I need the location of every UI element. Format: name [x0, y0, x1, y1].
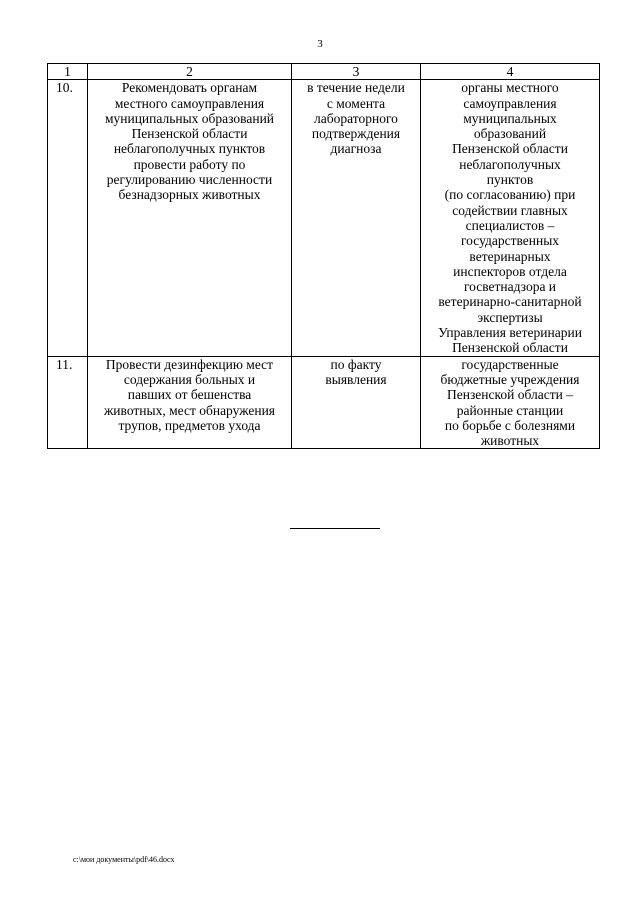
responsible-cell [421, 356, 600, 449]
header-cell-1: 1 [48, 64, 88, 80]
action-cell [88, 356, 292, 449]
closing-divider [290, 528, 380, 529]
responsible-text: государственные бюджетные учреждения Пензенской области – районные станции по борьбе с болезнями животных [440, 356, 580, 449]
deadline-text: по факту выявления [325, 356, 387, 387]
footer-file-path: c:\мои документы\pdf\46.docx [73, 855, 175, 864]
page-number: 3 [317, 38, 323, 50]
row-number-text: 11. [56, 356, 73, 372]
responsible-text: органы местного самоуправления муниципальных образований Пензенской области неблагополучных пунктов (по согласованию) при содействии главных специалистов – государственных ветеринарных инспекторов отдела госветнадзора и ветеринарно-санитарной экспертизы Управления ветеринарии Пензенской области [438, 80, 582, 356]
row-number-text: 10. [56, 80, 73, 96]
header-cell-3: 3 [292, 64, 421, 80]
measures-table [47, 63, 600, 449]
table-header-row [48, 64, 600, 80]
row-number [48, 80, 88, 356]
header-cell-4: 4 [421, 64, 600, 80]
responsible-cell [421, 80, 600, 356]
action-text: Рекомендовать органам местного самоуправления муниципальных образований Пензенской области неблагополучных пунктов провести работу по регулированию численности безнадзорных животных [104, 80, 275, 203]
table-row [48, 356, 600, 449]
deadline-cell [292, 80, 421, 356]
action-text: Провести дезинфекцию мест содержания больных и павших от бешенства животных, мест обнаружения трупов, предметов ухода [103, 356, 276, 433]
action-cell [88, 80, 292, 356]
row-number [48, 356, 88, 449]
deadline-text: в течение недели с момента лабораторного подтверждения диагноза [307, 80, 405, 157]
table-row [48, 80, 600, 356]
header-cell-2: 2 [88, 64, 292, 80]
deadline-cell [292, 356, 421, 449]
